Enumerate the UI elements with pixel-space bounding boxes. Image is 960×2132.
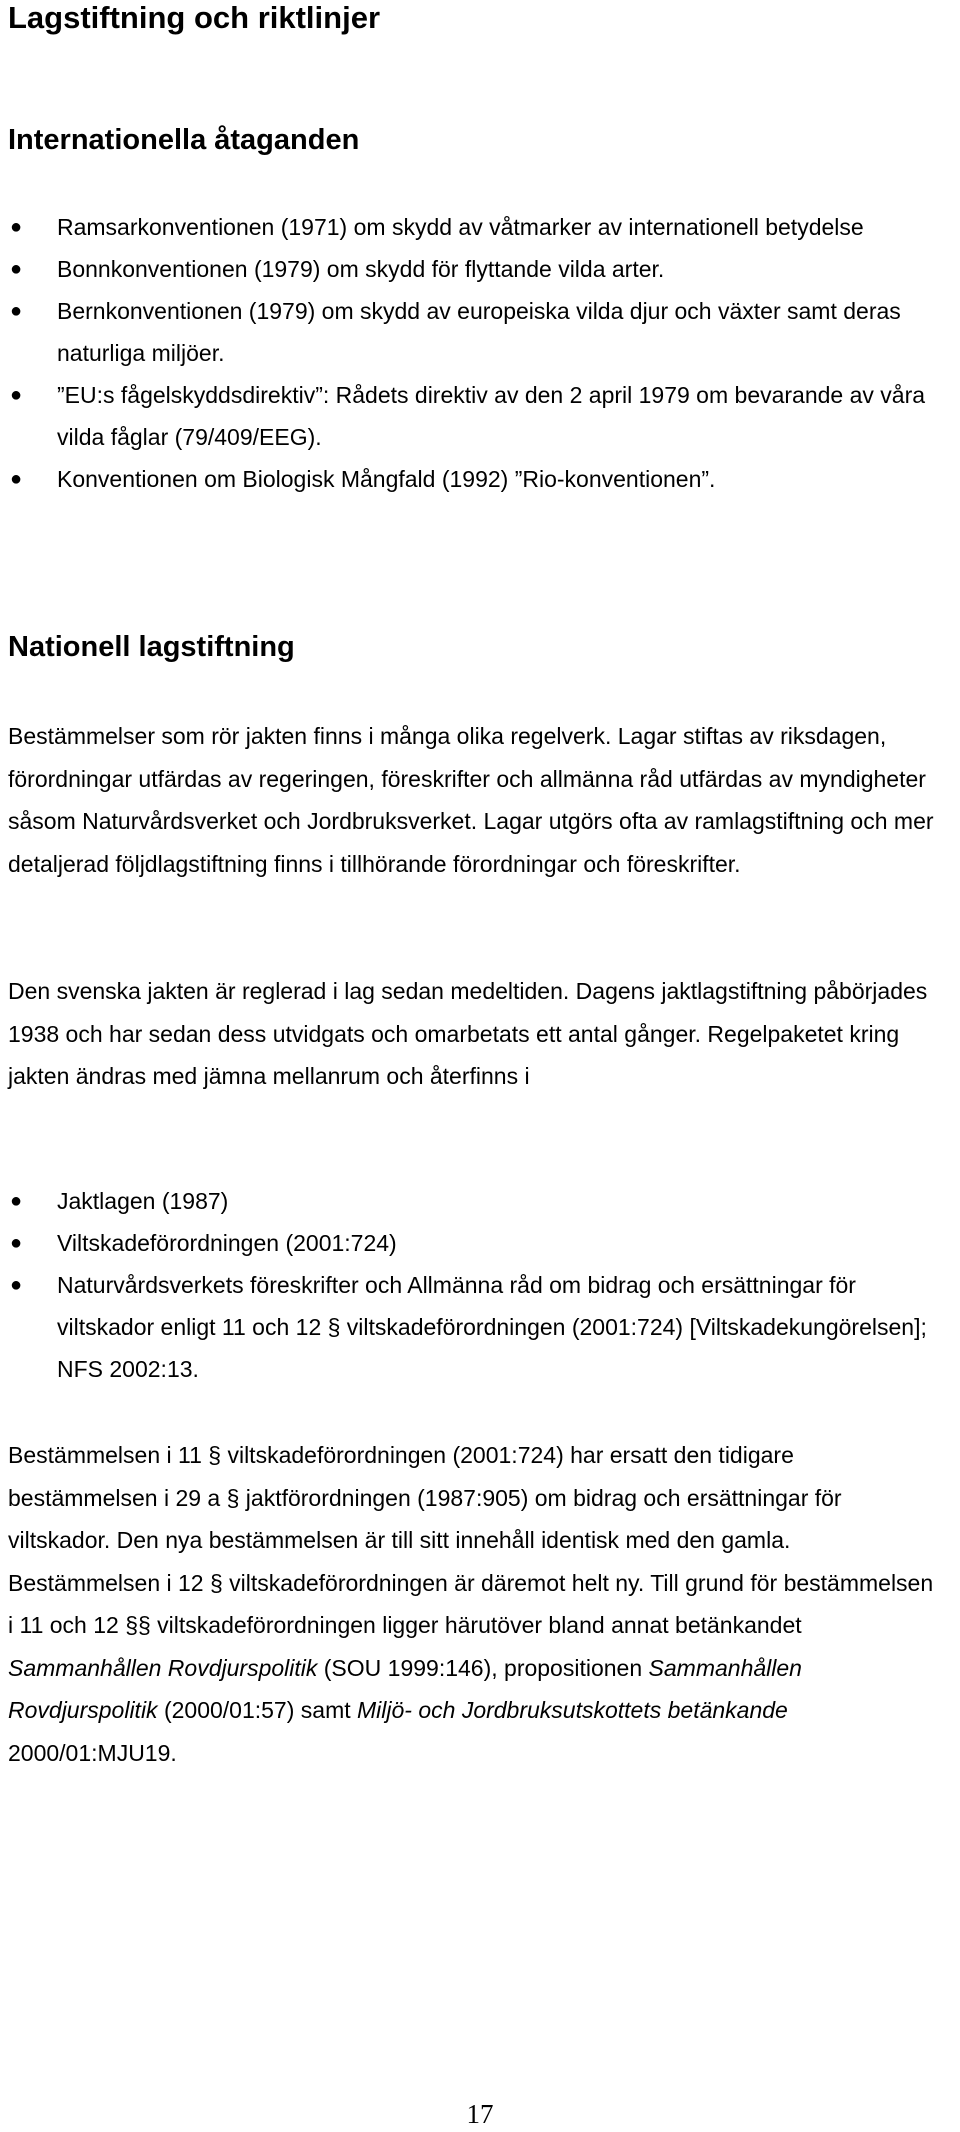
list-item: ● Jaktlagen (1987) xyxy=(0,1180,930,1222)
bullet-icon: ● xyxy=(10,216,23,238)
emphasis-title: Sammanhållen Rovdjurspolitik xyxy=(8,1654,802,1723)
page-number: 17 xyxy=(466,2099,494,2129)
list-item: ● Bernkonventionen (1979) om skydd av europeiska vilda djur och växter samt deras naturliga miljöer. xyxy=(0,290,930,374)
regulation-list xyxy=(0,1180,930,1390)
international-list xyxy=(0,206,930,500)
list-item: ● Viltskadeförordningen (2001:724) xyxy=(0,1222,930,1264)
national-paragraph-3: Bestämmelsen i 11 § viltskadeförordningen (2001:724) har ersatt den tidigare bestämmelsen i 29 a § jaktförordningen (1987:905) om bidrag och ersättningar för viltskador. Den nya bestämmelsen är till sitt innehåll identisk med den gamla. Bestämmelsen i 12 § viltskadeförordningen är däremot helt ny. Till grund för bestämmelsen i 11 och 12 §§ viltskadeförordningen ligger härutöver bland annat betänkandet Sammanhållen Rovdjurspolitik (SOU 1999:146), propositionen Sammanhållen Rovdjurspolitik (2000/01:57) samt Miljö- och Jordbruksutskottets betänkande 2000/01:MJU19. xyxy=(8,1442,934,1766)
bullet-icon: ● xyxy=(10,1190,23,1212)
bullet-icon: ● xyxy=(10,258,23,280)
list-item: ● ”EU:s fågelskyddsdirektiv”: Rådets direktiv av den 2 april 1979 om bevarande av våra vilda fåglar (79/409/EEG). xyxy=(0,374,930,458)
international-heading: Internationella åtaganden xyxy=(8,124,360,156)
list-item: ● Konventionen om Biologisk Mångfald (1992) ”Rio-konventionen”. xyxy=(0,458,930,500)
national-heading: Nationell lagstiftning xyxy=(8,631,295,663)
emphasis-title: Miljö- och Jordbruksutskottets betänkande xyxy=(357,1697,788,1723)
list-item: ● Ramsarkonventionen (1971) om skydd av våtmarker av internationell betydelse xyxy=(0,206,930,248)
list-item: ● Naturvårdsverkets föreskrifter och Allmänna råd om bidrag och ersättningar för viltskador enligt 11 och 12 § viltskadeförordningen (2001:724) [Viltskadekungörelsen]; NFS 2002:13. xyxy=(0,1264,930,1390)
bullet-icon: ● xyxy=(10,384,23,406)
bullet-icon: ● xyxy=(10,300,23,322)
national-paragraph-2: Den svenska jakten är reglerad i lag sedan medeltiden. Dagens jaktlagstiftning påbörjades 1938 och har sedan dess utvidgats och omarbetats ett antal gånger. Regelpaketet kring jakten ändras med jämna mellanrum och återfinns i xyxy=(8,978,928,1089)
page-title: Lagstiftning och riktlinjer xyxy=(8,0,381,35)
list-item: ● Bonnkonventionen (1979) om skydd för flyttande vilda arter. xyxy=(0,248,930,290)
emphasis-title: Sammanhållen Rovdjurspolitik xyxy=(8,1654,318,1681)
bullet-icon: ● xyxy=(10,468,23,490)
national-paragraph-1: Bestämmelser som rör jakten finns i många olika regelverk. Lagar stiftas av riksdagen, förordningar utfärdas av regeringen, föreskrifter och allmänna råd utfärdas av myndigheter såsom Naturvårdsverket och Jordbruksverket. Lagar utgörs ofta av ramlagstiftning och mer detaljerad följdlagstiftning finns i tillhörande förordningar och föreskrifter. xyxy=(8,723,934,877)
bullet-icon: ● xyxy=(10,1274,23,1296)
bullet-icon: ● xyxy=(10,1232,23,1254)
